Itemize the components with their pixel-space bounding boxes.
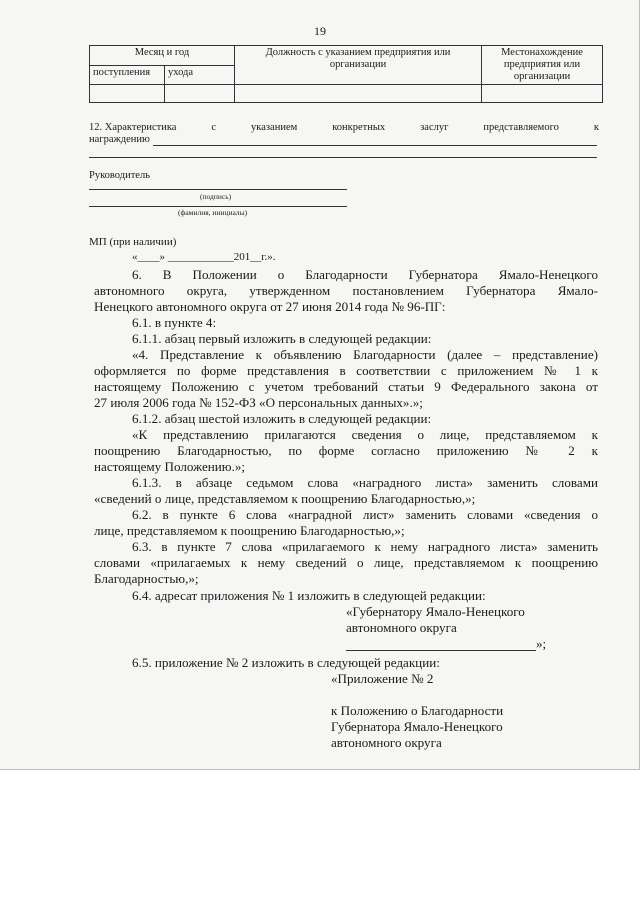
body-line: оформляется по форме представления в соответствии с приложением № 1 к — [94, 363, 598, 378]
body-line: 6.3. в пункте 7 слова «прилагаемого к нему наградного листа» заменить — [132, 539, 598, 554]
body-line: Благодарностью,»; — [94, 571, 199, 586]
date-line: «____» ____________201__г.». — [132, 251, 276, 263]
body-line: настоящему Положению.»; — [94, 459, 246, 474]
page-number: 19 — [314, 24, 326, 38]
name-line — [89, 206, 347, 207]
table-cell — [235, 85, 482, 103]
table-cell — [482, 85, 603, 103]
item12-word: указанием — [251, 122, 298, 133]
header-entry: поступления — [90, 65, 165, 85]
body-line: «сведений о лице, представляемом к поощрению Благодарностью,»; — [94, 491, 476, 506]
body-line: 6.1.1. абзац первый изложить в следующей редакции: — [132, 331, 432, 346]
body-line: 6. В Положении о Благодарности Губернатора Ямало-Ненецкого — [132, 267, 598, 282]
header-location-line2: предприятия или — [503, 59, 581, 70]
annex-line3: автономного округа — [331, 735, 442, 750]
header-month-year: Месяц и год — [90, 46, 235, 66]
item12-word: представляемого — [483, 122, 559, 133]
body-line: 6.4. адресат приложения № 1 изложить в следующей редакции: — [132, 588, 486, 603]
body-line: лице, представляемом к поощрению Благодарностью,»; — [94, 523, 405, 538]
body-line: настоящему Положению с учетом требований статьи 9 Федерального закона от — [94, 379, 598, 394]
body-line: 6.1. в пункте 4: — [132, 315, 217, 330]
body-line: автономного округа, утвержденном постановлением Губернатора Ямало- — [94, 283, 598, 298]
header-exit: ухода — [165, 65, 235, 85]
addressee-line1: «Губернатору Ямало-Ненецкого — [346, 604, 525, 619]
body-line: «4. Представление к объявлению Благодарности (далее – представление) — [132, 347, 598, 362]
body-line: 27 июля 2006 года № 152-ФЗ «О персональных данных».»; — [94, 395, 423, 410]
annex-line2: Губернатора Ямало-Ненецкого — [331, 719, 503, 734]
body-line: поощрению Благодарностью, по форме согласно приложению № 2 к — [94, 443, 598, 458]
annex-line1: к Положению о Благодарности — [331, 703, 504, 718]
body-line: словами «прилагаемых к нему сведений о лице, представляемом к поощрению — [94, 555, 598, 570]
body-line: 6.1.3. в абзаце седьмом слова «наградного листа» заменить словами — [132, 475, 598, 490]
header-position-line2: организации — [329, 59, 387, 70]
header-location-line3: организации — [513, 71, 571, 82]
table-row — [90, 85, 603, 103]
item12-word: 12. Характеристика — [89, 122, 177, 133]
addressee-line2: автономного округа — [346, 620, 457, 635]
mp-label: МП (при наличии) — [89, 236, 177, 248]
item12-line1 — [89, 120, 599, 135]
item12-word: конкретных — [332, 122, 386, 133]
header-position-line1: Должность с указанием предприятия или — [265, 47, 451, 58]
item65: 6.5. приложение № 2 изложить в следующей редакции: — [132, 655, 440, 670]
annex-title: «Приложение № 2 — [331, 671, 434, 686]
body-line: 6.1.2. абзац шестой изложить в следующей редакции: — [132, 411, 432, 426]
body-line: Ненецкого автономного округа от 27 июня 2014 года № 96-ПГ: — [94, 299, 446, 314]
table-cell — [90, 85, 165, 103]
item12-word: к — [593, 122, 599, 133]
header-location — [482, 46, 603, 85]
body-line: «К представлению прилагаются сведения о лице, представляемом к — [132, 427, 598, 442]
addressee-blank-end: »; — [536, 636, 547, 651]
signature-line — [89, 189, 347, 190]
body-line: 6.2. в пункте 6 слова «наградной лист» заменить словами «сведения о — [132, 507, 598, 522]
employment-history-table — [89, 45, 603, 103]
head-label: Руководитель — [89, 170, 150, 181]
table-header-row — [90, 46, 603, 66]
signature-caption: (подпись) — [200, 192, 232, 201]
name-caption: (фамилия, инициалы) — [178, 208, 248, 217]
item12-word: с — [211, 122, 217, 133]
header-location-line1: Местонахождение — [501, 47, 583, 58]
header-position — [235, 46, 482, 85]
item12-word: заслуг — [420, 122, 449, 133]
addressee-blank-line — [346, 650, 536, 651]
table-cell — [165, 85, 235, 103]
item12-line2: награждению — [89, 134, 150, 145]
fill-line — [89, 157, 597, 158]
fill-line — [153, 145, 597, 146]
